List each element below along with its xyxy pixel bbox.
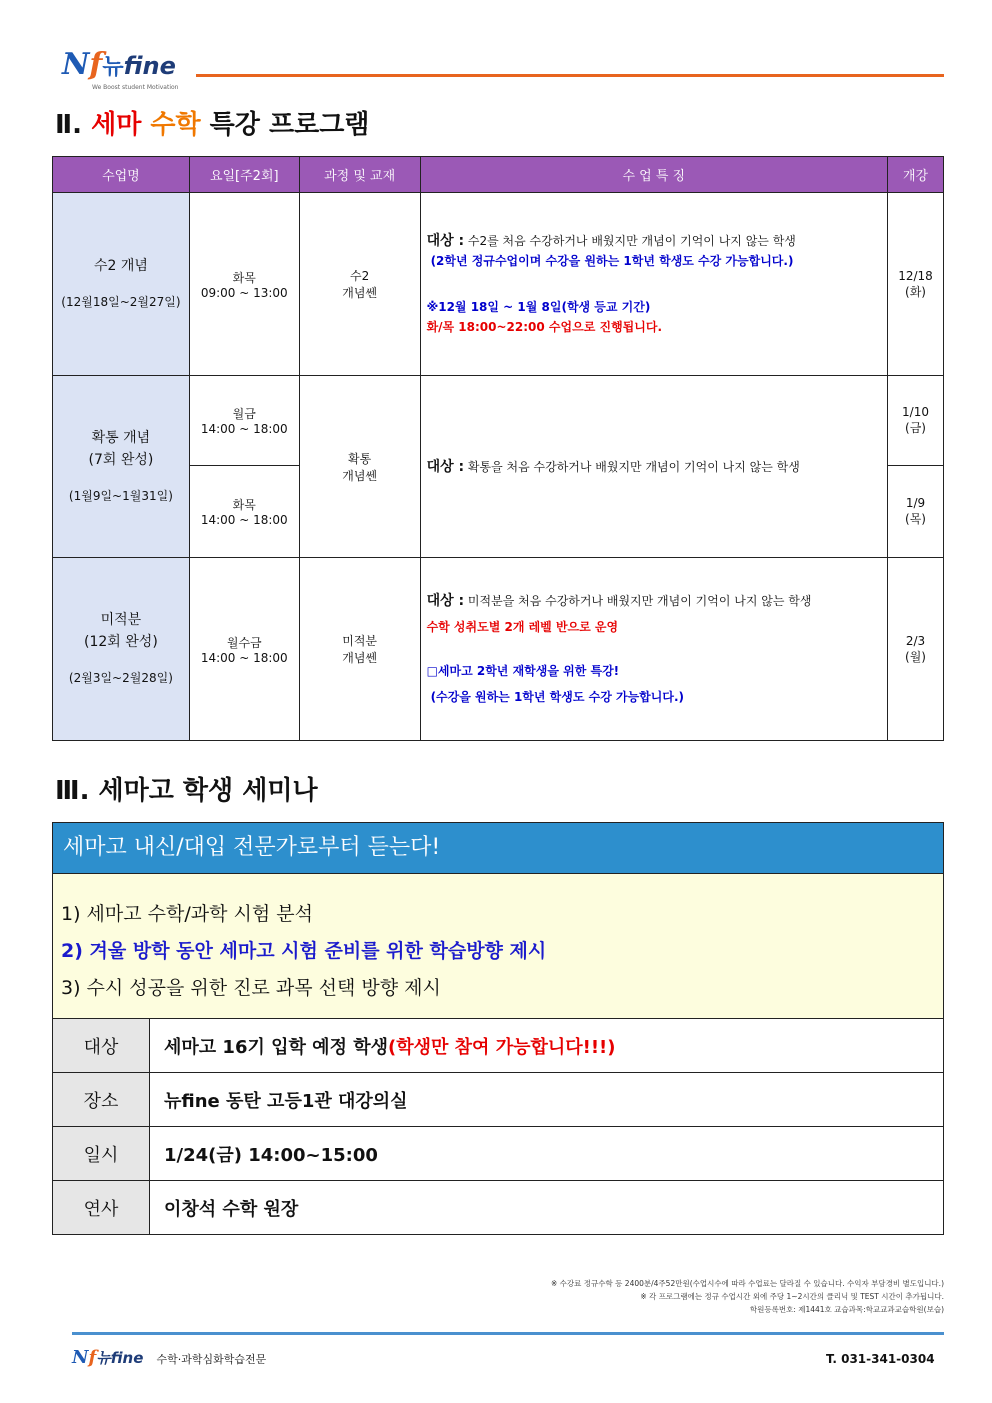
features-cell: 대상 : 미적분을 처음 수강하거나 배웠지만 개념이 기억이 나지 않는 학생 수학 성취도별 2개 레벨 반으로 운영 □세마고 2학년 재학생을 위한 특강! (수강을 원하는 1학년 학생도 수강 가능합니다.) (420, 558, 887, 741)
info-row-place: 장소 뉴fine 동탄 고등1관 대강의실 (53, 1073, 943, 1127)
course-name-cell: 미적분 (12회 완성) (2월3일~2월28일) (53, 558, 190, 741)
section2-title: Ⅱ. 세마 수학 특강 프로그램 (55, 110, 370, 140)
book-cell: 확통 개념쎈 (299, 376, 420, 558)
course-name-cell: 확통 개념 (7회 완성) (1월9일~1월31일) (53, 376, 190, 558)
logo-tagline: We Boost student Motivation (92, 84, 179, 91)
brand-logo (62, 47, 182, 95)
info-row-target: 대상 세마고 16기 입학 예정 학생(학생만 참여 가능합니다!!!) (53, 1019, 943, 1073)
start-cell: 1/10 (금) (888, 376, 944, 466)
section3-title: Ⅲ. 세마고 학생 세미나 (55, 776, 318, 806)
table-row (53, 558, 944, 741)
info-row-speaker: 연사 이창석 수학 원장 (53, 1181, 943, 1235)
features-cell: 대상 : 수2를 처음 수강하거나 배웠지만 개념이 기억이 나지 않는 학생 (2학년 정규수업이며 수강을 원하는 1학년 학생도 수강 가능합니다.) ※12월 18일 ~ 1월 8일(학생 등교 기간) 화/목 18:00~22:00 수업으로 진행됩니다. (420, 193, 887, 376)
logo-korean: 뉴 (102, 55, 124, 80)
start-cell: 2/3 (월) (888, 558, 944, 741)
table-row (53, 193, 944, 376)
days-cell: 화목 09:00 ~ 13:00 (189, 193, 299, 376)
program-table (52, 156, 944, 741)
topic-item: 3) 수시 성공을 위한 진로 과목 선택 방향 제시 (61, 977, 441, 999)
course-name-cell: 수2 개념 (12월18일~2월27일) (53, 193, 190, 376)
info-row-date: 일시 1/24(금) 14:00~15:00 (53, 1127, 943, 1181)
footer-phone: T. 031-341-0304 (826, 1352, 935, 1366)
header-features: 수 업 특 징 (420, 157, 887, 193)
logo-mark: Nf (62, 47, 103, 82)
logo-name: fine (123, 52, 176, 80)
seminar-headline: 세마고 내신/대입 전문가로부터 듣는다! (53, 823, 943, 874)
table-row (53, 376, 944, 466)
header-divider (196, 74, 944, 77)
footer-divider (72, 1332, 944, 1335)
seminar-info-table (53, 1019, 943, 1234)
features-cell: 대상 : 확통을 처음 수강하거나 배웠지만 개념이 기억이 나지 않는 학생 (420, 376, 887, 558)
header-book: 과정 및 교재 (299, 157, 420, 193)
footer-logo: Nf뉴fine 수학·과학심화학습전문 (72, 1347, 267, 1368)
header-days: 요일[주2회] (189, 157, 299, 193)
days-cell: 월수금 14:00 ~ 18:00 (189, 558, 299, 741)
topic-item: 1) 세마고 수학/과학 시험 분석 (61, 903, 313, 925)
days-cell: 화목 14:00 ~ 18:00 (189, 466, 299, 558)
header-course: 수업명 (53, 157, 190, 193)
book-cell: 미적분 개념쎈 (299, 558, 420, 741)
days-cell: 월금 14:00 ~ 18:00 (189, 376, 299, 466)
topic-item: 2) 겨울 방학 동안 세마고 시험 준비를 위한 학습방향 제시 (61, 940, 547, 962)
header-start: 개강 (888, 157, 944, 193)
table-header-row (53, 157, 944, 193)
footer-slogan: 수학·과학심화학습전문 (156, 1353, 267, 1366)
start-cell: 1/9 (목) (888, 466, 944, 558)
footnotes: ※ 수강료 정규수학 등 2400분/4주52만원(수업시수에 따라 수업료는 달라질 수 있습니다. 수익자 부담경비 별도입니다.) ※ 각 프로그램에는 정규 수업시간 외에 주당 1~2시간의 클리닉 및 TEST 시간이 추가됩니다. 학원등록번호: 제1441호 교습과목:학교교과교습학원(보습) (551, 1279, 944, 1314)
book-cell: 수2 개념쎈 (299, 193, 420, 376)
start-cell: 12/18 (화) (888, 193, 944, 376)
seminar-box (52, 822, 944, 1235)
seminar-topics (53, 874, 943, 1019)
